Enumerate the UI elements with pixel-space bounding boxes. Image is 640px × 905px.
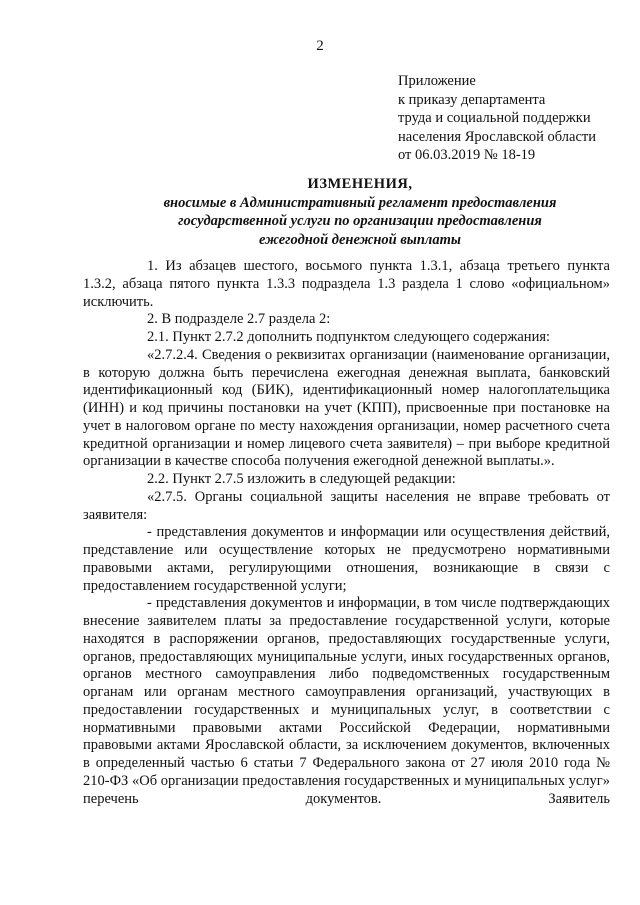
title-main: ИЗМЕНЕНИЯ, [307, 176, 413, 192]
title-subtitle: государственной услуги по организации предоставления [178, 213, 542, 230]
paragraph: 2.2. Пункт 2.7.5 изложить в следующей редакции: [147, 471, 456, 487]
paragraph: 1. Из абзацев шестого, восьмого пункта 1.3.1, абзаца третьего пункта 1.3.2, абзаца пятого пункта 1.3.3 подраздела 1.3 раздела 1 слово «официальном» исключить. [83, 258, 610, 310]
paragraph: «2.7.5. Органы социальной защиты населения не вправе требовать от заявителя: [83, 488, 610, 523]
annex-line: труда и социальной поддержки [398, 110, 591, 126]
document-body [83, 258, 610, 808]
paragraph: 2. В подразделе 2.7 раздела 2: [147, 311, 331, 328]
document-title [60, 175, 640, 249]
annex-line: от 06.03.2019 № 18-19 [398, 147, 536, 163]
paragraph: - представления документов и информации или осуществления действий, представление или осуществление которых не предусмотрено нормативными правовыми актами, регулирующими отношения, возникающие в связи с предоставлением государственной услуги; [83, 524, 610, 594]
annex-line: к приказу департамента [398, 91, 546, 108]
paragraph: - представления документов и информации, в том числе подтверждающих внесение заявителем платы за предоставление государственной услуги, которые находятся в распоряжении органов, предоставляющих государственные услуги, органов, предоставляющих муниципальные услуги, иных государственных органов, органов местного самоуправления либо подведомственных государственным органам или органам местного самоуправления организаций, участвующих в предоставлении государственных и муниципальных услуг, в соответствии с нормативными правовыми актами Российской Федерации, нормативными правовыми актами Ярославской области, за исключением документов, включенных в определенный частью 6 статьи 7 Федерального закона от 27 июля 2010 года № 210-ФЗ «Об организации предоставления государственных и муниципальных услуг» перечень документов. Заявитель [83, 595, 610, 807]
paragraph: «2.7.2.4. Сведения о реквизитах организации (наименование организации, в которую должна быть перечислена ежегодная денежная выплата, банковский идентификационный код (БИК), идентификационный номер налогоплательщика (ИНН) и код причины постановки на учет (КПП), присвоенные при постановке на учет в налоговом органе по месту нахождения организации, номер расчетного счета кредитной организации и номер лицевого счета заявителя) – при выборе кредитной организации в качестве способа получения ежегодной денежной выплаты.». [83, 346, 610, 470]
annex-header [398, 72, 596, 165]
paragraph: 2.1. Пункт 2.7.2 дополнить подпунктом следующего содержания: [147, 329, 551, 345]
title-subtitle: вносимые в Административный регламент предоставления [163, 194, 557, 211]
title-subtitle: ежегодной денежной выплаты [259, 231, 461, 248]
annex-line: населения Ярославской области [398, 128, 596, 145]
page-number: 2 [316, 38, 324, 54]
annex-line: Приложение [398, 73, 476, 89]
